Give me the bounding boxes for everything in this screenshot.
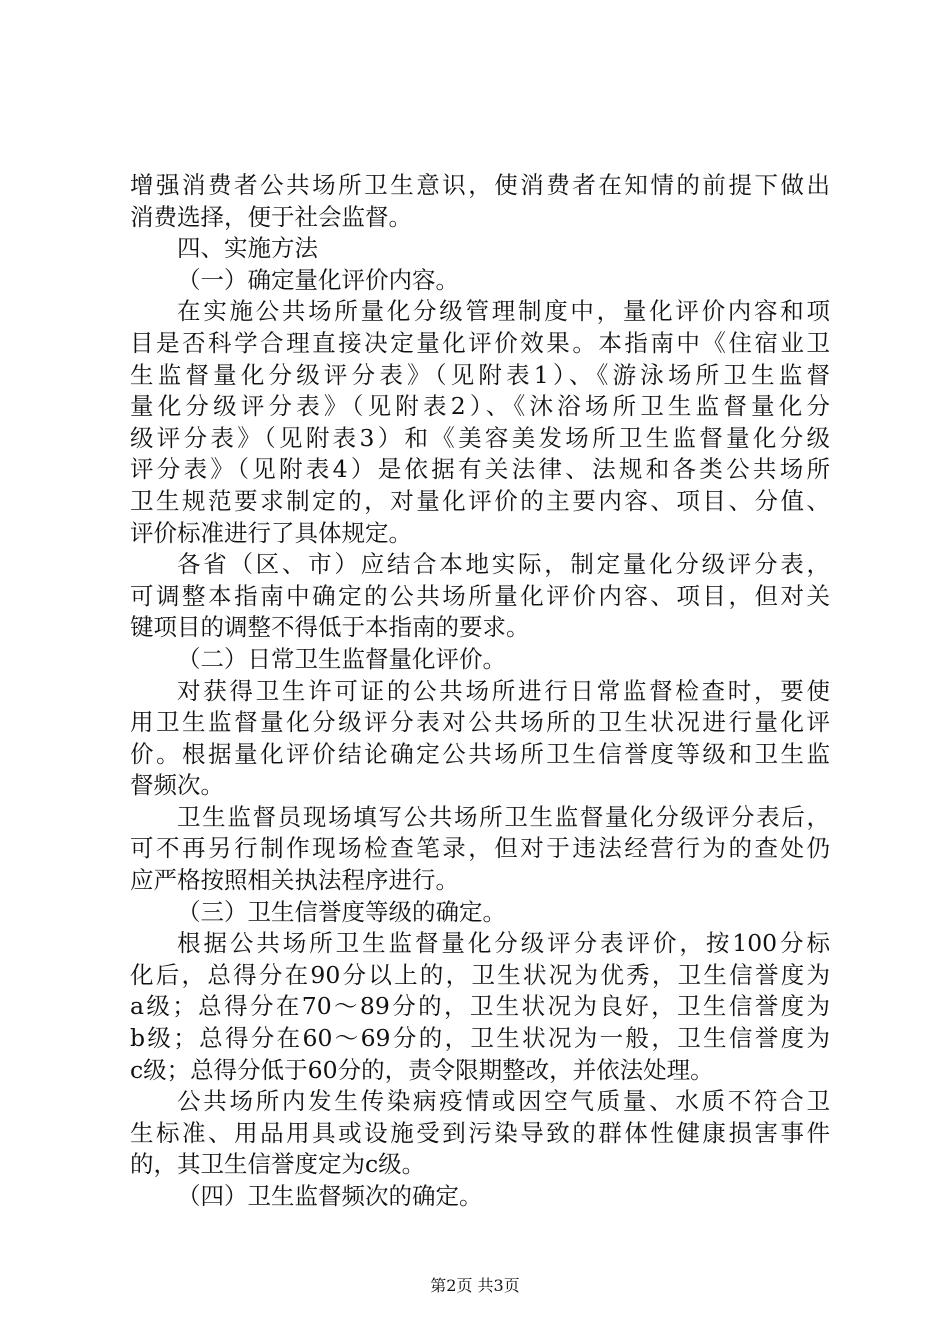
paragraph [130, 549, 830, 644]
text-line: 在实施公共场所量化分级管理制度中，量化评价内容和项 [177, 297, 830, 326]
text-line: 的，其卫生信誉度定为c级。 [130, 1150, 426, 1179]
text-line: 用卫生监督量化分级评分表对公共场所的卫生状况进行量化评 [130, 708, 830, 737]
text-line: 可不再另行制作现场检查笔录，但对于违法经营行为的查处仍 [130, 834, 830, 863]
document-body [130, 170, 830, 1213]
paragraph [130, 1086, 830, 1181]
paragraph [130, 676, 830, 802]
text-line: 级评分表》（见附表3）和《美容美发场所卫生监督量化分级 [130, 423, 830, 452]
text-line: 量化分级评分表》（见附表2）、《沐浴场所卫生监督量化分 [130, 392, 830, 421]
subsection-heading [130, 644, 830, 676]
page-number: 第2页 共3页 [430, 1276, 520, 1295]
text-line: 价。根据量化评价结论确定公共场所卫生信誉度等级和卫生监 [130, 739, 830, 768]
text-line: 消费选择，便于社会监督。 [130, 202, 412, 231]
subsection-heading [130, 897, 830, 929]
text-line: （四）卫生监督频次的确定。 [177, 1182, 483, 1210]
text-line: （一）确定量化评价内容。 [177, 265, 459, 294]
text-line: 可调整本指南中确定的公共场所量化评价内容、项目，但对关 [130, 581, 830, 610]
text-line: 卫生规范要求制定的，对量化评价的主要内容、项目、分值、 [130, 486, 830, 515]
paragraph [130, 802, 830, 897]
text-line: 各省（区、市）应结合本地实际，制定量化分级评分表， [177, 550, 830, 579]
text-line: c级；总得分低于60分的，责令限期整改，并依法处理。 [130, 1055, 714, 1084]
text-line: 评分表》（见附表4）是依据有关法律、法规和各类公共场所 [130, 455, 830, 484]
text-line: 生标准、用品用具或设施受到污染导致的群体性健康损害事件 [130, 1118, 830, 1147]
text-line: 生监督量化分级评分表》（见附表1）、《游泳场所卫生监督 [130, 360, 830, 389]
text-line: 四、实施方法 [177, 234, 318, 263]
paragraph [130, 928, 830, 1086]
subsection-heading [130, 1181, 830, 1213]
text-line: a级；总得分在70～89分的，卫生状况为良好，卫生信誉度为 [130, 992, 830, 1021]
text-line: 目是否科学合理直接决定量化评价效果。本指南中《住宿业卫 [130, 328, 830, 357]
text-line: 评价标准进行了具体规定。 [130, 518, 412, 547]
text-line: 公共场所内发生传染病疫情或因空气质量、水质不符合卫 [177, 1087, 830, 1116]
text-line: 应严格按照相关执法程序进行。 [130, 866, 459, 895]
text-line: 化后，总得分在90分以上的，卫生状况为优秀，卫生信誉度为 [130, 960, 830, 989]
paragraph [130, 296, 830, 549]
subsection-heading [130, 265, 830, 297]
text-line: （三）卫生信誉度等级的确定。 [177, 897, 506, 926]
text-line: 对获得卫生许可证的公共场所进行日常监督检查时，要使 [177, 676, 830, 705]
section-heading [130, 233, 830, 265]
text-line: 根据公共场所卫生监督量化分级评分表评价，按100分标 [177, 929, 830, 958]
text-line: 卫生监督员现场填写公共场所卫生监督量化分级评分表后， [177, 802, 830, 831]
text-line: （二）日常卫生监督量化评价。 [177, 644, 506, 673]
text-line: 督频次。 [130, 771, 224, 800]
paragraph [130, 170, 830, 233]
text-line: b级；总得分在60～69分的，卫生状况为一般，卫生信誉度为 [130, 1024, 830, 1053]
text-line: 增强消费者公共场所卫生意识，使消费者在知情的前提下做出 [130, 171, 830, 199]
text-line: 键项目的调整不得低于本指南的要求。 [130, 613, 530, 642]
